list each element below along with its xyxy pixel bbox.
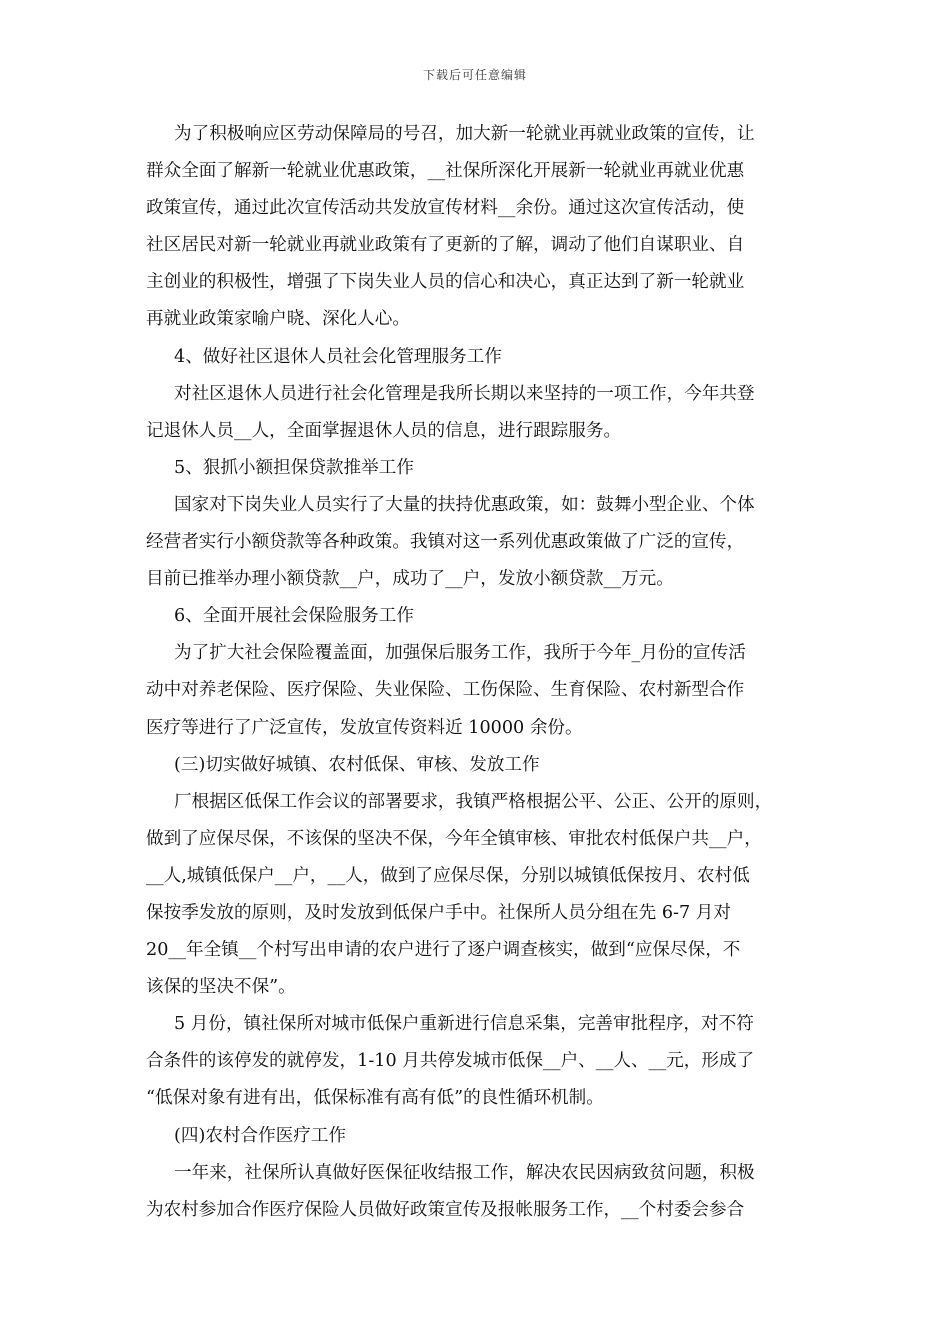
text-line: 国家对下岗失业人员实行了大量的扶持优惠政策，如：鼓舞小型企业、个体 xyxy=(174,494,755,515)
text-line: 动中对养老保险、医疗保险、失业保险、工伤保险、生育保险、农村新型合作 xyxy=(146,680,745,701)
text-line: 5 月份，镇社保所对城市低保户重新进行信息采集，完善审批程序，对不符 xyxy=(174,1014,754,1035)
text-line: “低保对象有进有出，低保标准有高有低”的良性循环机制。 xyxy=(146,1088,604,1109)
text-line: 厂根据区低保工作会议的部署要求，我镇严格根据公平、公正、公开的原则， xyxy=(174,791,773,812)
text-line: 20__年全镇__个村写出申请的农户进行了逐户调查核实，做到“应保尽保，不 xyxy=(146,940,741,961)
section-heading: 5、狠抓小额担保贷款推举工作 xyxy=(174,457,414,478)
text-line: 合条件的该停发的就停发，1-10 月共停发城市低保__户、__人、__元，形成了 xyxy=(146,1051,755,1072)
text-line: 再就业政策家喻户晓、深化人心。 xyxy=(146,309,410,330)
text-line: 为了积极响应区劳动保障局的号召，加大新一轮就业再就业政策的宣传，让 xyxy=(174,124,755,144)
text-line: 经营者实行小额贷款等各种政策。我镇对这一系列优惠政策做了广泛的宣传， xyxy=(146,532,745,553)
document-body xyxy=(146,116,806,1229)
section-heading: 4、做好社区退休人员社会化管理服务工作 xyxy=(174,346,502,367)
text-line: 该保的坚决不保”。 xyxy=(146,977,296,998)
text-line: 社区居民对新一轮就业再就业政策有了更新的了解，调动了他们自谋职业、自 xyxy=(146,235,745,256)
text-line: 政策宣传，通过此次宣传活动共发放宣传材料__余份。通过这次宣传活动，使 xyxy=(146,198,745,219)
text-line: 医疗等进行了广泛宣传，发放宣传资料近 10000 余份。 xyxy=(146,717,583,738)
text-line: 主创业的积极性，增强了下岗失业人员的信心和决心，真正达到了新一轮就业 xyxy=(146,272,745,293)
section-heading: 6、全面开展社会保险服务工作 xyxy=(174,606,414,627)
section-heading: (四)农村合作医疗工作 xyxy=(174,1125,347,1146)
text-line: 一年来，社保所认真做好医保征收结报工作，解决农民因病致贫问题，积极 xyxy=(174,1162,755,1183)
page-header: 下载后可任意编辑 xyxy=(422,68,527,82)
text-line: 记退休人员__人，全面掌握退休人员的信息，进行跟踪服务。 xyxy=(146,420,622,441)
text-line: 对社区退休人员进行社会化管理是我所长期以来坚持的一项工作，今年共登 xyxy=(174,383,755,404)
text-line: __人,城镇低保户__户，__人，做到了应保尽保，分别以城镇低保按月、农村低 xyxy=(146,865,750,886)
text-line: 群众全面了解新一轮就业优惠政策，__社保所深化开展新一轮就业再就业优惠 xyxy=(146,161,745,182)
text-line: 目前已推举办理小额贷款__户，成功了__户，发放小额贷款__万元。 xyxy=(146,569,674,590)
text-line: 为农村参加合作医疗保险人员做好政策宣传及报帐服务工作，__个村委会参合 xyxy=(146,1199,745,1220)
text-line: 为了扩大社会保险覆盖面，加强保后服务工作，我所于今年_月份的宣传活 xyxy=(174,643,746,664)
section-heading: (三)切实做好城镇、农村低保、审核、发放工作 xyxy=(174,754,540,775)
text-line: 做到了应保尽保，不该保的坚决不保，今年全镇审核、审批农村低保户共__户， xyxy=(146,828,762,849)
text-line: 保按季发放的原则，及时发放到低保户手中。社保所人员分组在先 6-7 月对 xyxy=(146,902,731,923)
